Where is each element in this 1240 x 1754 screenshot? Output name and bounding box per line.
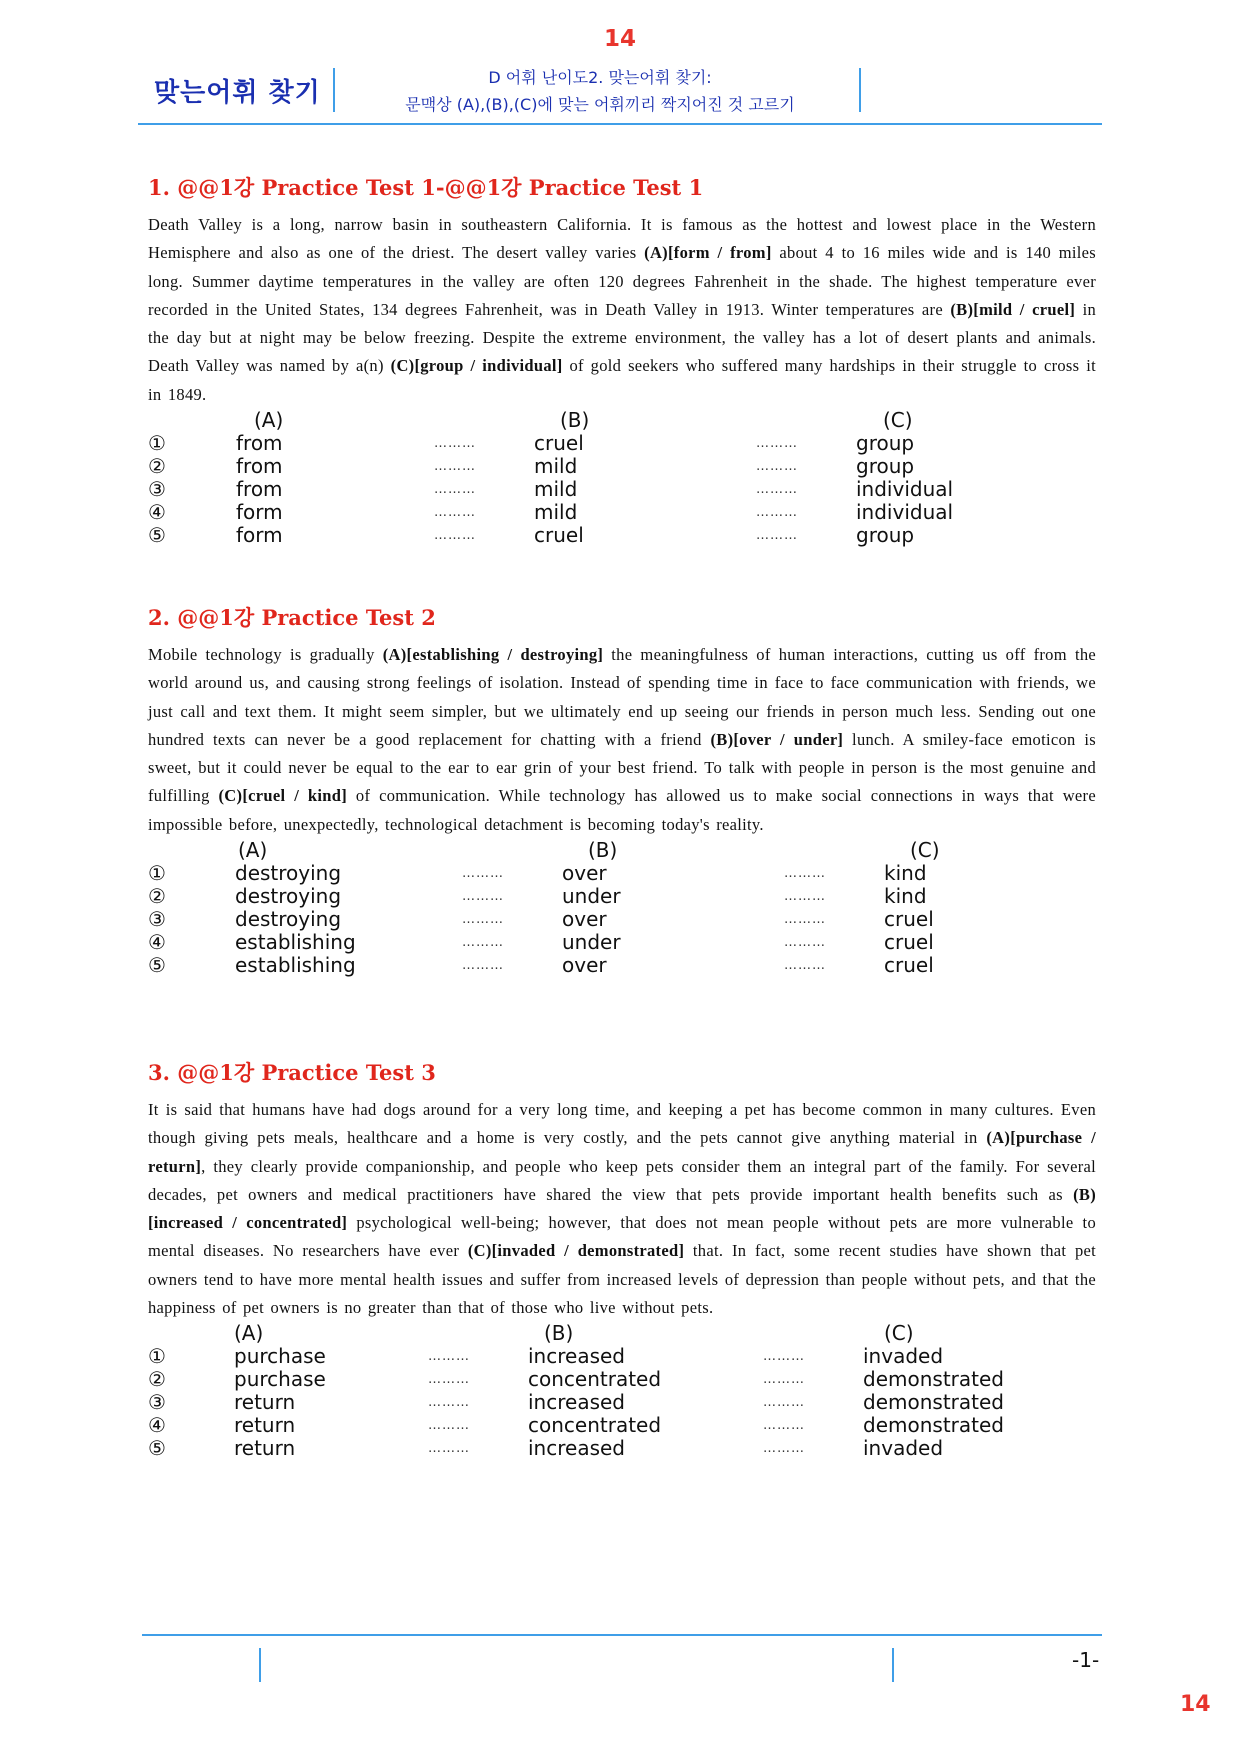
blank-choice: (A)[establishing / destroying]: [382, 645, 604, 664]
leader-dots: ………: [462, 912, 504, 928]
header-desc-line1: D 어휘 난이도2. 맞는어휘 찾기:: [488, 68, 712, 87]
choice-row[interactable]: [148, 931, 1096, 954]
passage-text: in the day but at night may be below freezing. Despite the extreme environment, the valley has a lot of desert plants and animals. Death Valley was named by a(n): [148, 299, 1096, 376]
leader-dots: ………: [784, 866, 826, 882]
choice-row[interactable]: [148, 524, 1096, 547]
choice-row[interactable]: [148, 478, 1096, 501]
question-3: [148, 1057, 1096, 1460]
choice-c: demonstrated: [863, 1390, 1004, 1415]
blank-choice: (B)[increased / concentrated]: [148, 1184, 1096, 1233]
choice-number: ④: [148, 1413, 166, 1438]
choice-row[interactable]: [148, 1345, 1096, 1368]
choice-number: ④: [148, 930, 166, 955]
leader-dots: ………: [763, 1349, 805, 1365]
answer-choices: [148, 839, 1096, 977]
column-header: (B): [560, 408, 590, 433]
choice-c: invaded: [863, 1436, 944, 1461]
passage-text: the meaningfulness of human interactions, cutting us off from the world around us, and causing strong feelings of isolation. Instead of spending time in face to face communication with friends, we just call and text them. It might seem simpler, but we ultimately end up seeing our friends in person much less. Sending out one hundred texts can never be a good replacement for chatting with a friend: [148, 645, 1097, 749]
choice-row[interactable]: [148, 1391, 1096, 1414]
choice-b: increased: [528, 1436, 625, 1461]
choice-a: return: [234, 1390, 296, 1415]
choice-b: mild: [534, 500, 578, 525]
choice-number: ③: [148, 907, 166, 932]
choice-b: concentrated: [528, 1413, 662, 1438]
choice-c: cruel: [884, 953, 934, 978]
choice-row[interactable]: [148, 501, 1096, 524]
passage-text: It is said that humans have had dogs around for a very long time, and keeping a pet has become common in many cultures. Even though giving pets meals, healthcare and a home is very costly, and the pets cannot give anything material in: [148, 1100, 1096, 1148]
leader-dots: ………: [763, 1441, 805, 1457]
choice-header-row: [148, 839, 1096, 862]
question-2: [148, 602, 1096, 977]
leader-dots: ………: [434, 482, 476, 498]
question-passage: [148, 1096, 1096, 1322]
passage-text: lunch. A smiley-face emoticon is sweet, but it could never be equal to the ear to ear grin of your best friend. To talk with people in person is the most genuine and fulfilling: [148, 729, 1097, 806]
leader-dots: ………: [434, 459, 476, 475]
choice-row[interactable]: [148, 908, 1096, 931]
passage-text: of communication. While technology has allowed us to make social connections in ways that were impossible before, unexpectedly, technological detachment is becoming today's reality.: [148, 786, 1096, 834]
footer-page-label: -1-: [1072, 1648, 1100, 1672]
choice-a: destroying: [235, 861, 342, 886]
leader-dots: ………: [756, 505, 798, 521]
column-header: (A): [238, 838, 268, 863]
choice-b: mild: [534, 477, 578, 502]
passage-text: , they clearly provide companionship, and people who keep pets consider them an integral part of the family. For several decades, pet owners and medical practitioners have shared the view that pets provide important health benefits such as: [148, 1156, 1096, 1204]
choice-header-row: [148, 1322, 1096, 1345]
choice-number: ②: [148, 454, 166, 479]
choice-number: ②: [148, 1367, 166, 1392]
leader-dots: ………: [763, 1372, 805, 1388]
blank-choice: (A)[form / from]: [644, 243, 772, 263]
leader-dots: ………: [428, 1418, 470, 1434]
passage-text: Death Valley is a long, narrow basin in southeastern California. It is famous as the hottest and lowest place in the Western Hemisphere and also as one of the driest. The desert valley varies: [148, 215, 1096, 263]
choice-row[interactable]: [148, 862, 1096, 885]
choice-c: demonstrated: [863, 1413, 1004, 1438]
choice-c: cruel: [884, 907, 934, 932]
choice-c: kind: [884, 884, 927, 909]
choice-a: from: [236, 477, 283, 502]
header-divider-right: [859, 68, 861, 112]
header-divider-left: [333, 68, 335, 112]
choice-b: over: [562, 861, 607, 886]
choice-row[interactable]: [148, 885, 1096, 908]
choice-a: establishing: [235, 930, 356, 955]
question-passage: [148, 211, 1096, 409]
choice-row[interactable]: [148, 1414, 1096, 1437]
choice-c: group: [856, 431, 915, 456]
blank-choice: (C)[group / individual]: [390, 356, 563, 376]
choice-number: ②: [148, 884, 166, 909]
choice-number: ④: [148, 500, 166, 525]
passage-text: that. In fact, some recent studies have shown that pet owners tend to have more mental health issues and suffer from increased levels of depression than people without pets, and that the happiness of pet owners is no greater than that of those who live without pets.: [148, 1241, 1097, 1318]
choice-b: mild: [534, 454, 578, 479]
question-title: 3. @@1강 Practice Test 3: [148, 1060, 436, 1085]
column-header: (C): [883, 408, 913, 433]
question-title: 1. @@1강 Practice Test 1-@@1강 Practice Test 1: [148, 175, 704, 200]
choice-a: establishing: [235, 953, 356, 978]
leader-dots: ………: [434, 528, 476, 544]
choice-number: ⑤: [148, 523, 166, 548]
column-header: (C): [910, 838, 940, 863]
choice-c: group: [856, 454, 915, 479]
leader-dots: ………: [784, 958, 826, 974]
choice-a: form: [236, 500, 283, 525]
leader-dots: ………: [763, 1395, 805, 1411]
leader-dots: ………: [756, 528, 798, 544]
choice-number: ③: [148, 1390, 166, 1415]
blank-choice: (A)[purchase / return]: [148, 1128, 1096, 1176]
choice-a: form: [236, 523, 283, 548]
choice-header-row: [148, 409, 1096, 432]
leader-dots: ………: [434, 505, 476, 521]
leader-dots: ………: [462, 889, 504, 905]
leader-dots: ………: [756, 436, 798, 452]
footer-divider-left: [259, 1648, 261, 1682]
leader-dots: ………: [462, 935, 504, 951]
leader-dots: ………: [784, 889, 826, 905]
choice-a: from: [236, 454, 283, 479]
blank-choice: (C)[cruel / kind]: [218, 786, 348, 806]
header-rule: [138, 123, 1102, 125]
passage-text: of gold seekers who suffered many hardships in their struggle to cross it in 1849.: [148, 356, 1096, 404]
choice-row[interactable]: [148, 432, 1096, 455]
column-header: (B): [588, 838, 618, 863]
leader-dots: ………: [428, 1441, 470, 1457]
column-header: (A): [234, 1321, 264, 1346]
choice-a: destroying: [235, 907, 342, 932]
leader-dots: ………: [784, 912, 826, 928]
choice-c: demonstrated: [863, 1367, 1004, 1392]
leader-dots: ………: [428, 1372, 470, 1388]
choice-number: ①: [148, 1344, 166, 1369]
passage-text: Mobile technology is gradually: [148, 645, 383, 664]
choice-c: individual: [856, 500, 954, 525]
header-description: [345, 64, 855, 118]
choice-number: ⑤: [148, 1436, 166, 1461]
leader-dots: ………: [428, 1349, 470, 1365]
choice-c: individual: [856, 477, 954, 502]
leader-dots: ………: [756, 482, 798, 498]
leader-dots: ………: [428, 1395, 470, 1411]
leader-dots: ………: [462, 866, 504, 882]
choice-c: kind: [884, 861, 927, 886]
footer-rule: [142, 1634, 1102, 1636]
choice-b: increased: [528, 1344, 625, 1369]
column-header: (A): [254, 408, 284, 433]
choice-row[interactable]: [148, 455, 1096, 478]
leader-dots: ………: [763, 1418, 805, 1434]
choice-a: purchase: [234, 1367, 326, 1392]
choice-c: cruel: [884, 930, 934, 955]
choice-c: group: [856, 523, 915, 548]
choice-number: ①: [148, 431, 166, 456]
question-1: [148, 172, 1096, 547]
leader-dots: ………: [434, 436, 476, 452]
choice-number: ⑤: [148, 953, 166, 978]
choice-b: over: [562, 953, 607, 978]
blank-choice: (C)[invaded / demonstrated]: [467, 1241, 685, 1261]
choice-c: invaded: [863, 1344, 944, 1369]
question-passage: [148, 641, 1096, 839]
choice-b: cruel: [534, 523, 584, 548]
choice-a: from: [236, 431, 283, 456]
corner-page-number: 14: [1180, 1692, 1211, 1717]
choice-b: under: [562, 884, 621, 909]
header-title: 맞는어휘 찾기: [154, 78, 321, 108]
choice-a: purchase: [234, 1344, 326, 1369]
choice-a: return: [234, 1436, 296, 1461]
answer-choices: [148, 409, 1096, 547]
choice-row[interactable]: [148, 954, 1096, 977]
choice-a: return: [234, 1413, 296, 1438]
page-number-top: 14: [603, 26, 636, 52]
choice-b: under: [562, 930, 621, 955]
leader-dots: ………: [784, 935, 826, 951]
passage-text: about 4 to 16 miles wide and is 140 miles long. Summer daytime temperatures in the valley are often 120 degrees Fahrenheit in the shade. The highest temperature ever recorded in the United States, 134 degrees Fahrenheit, was in Death Valley in 1913. Winter temperatures are: [148, 243, 1096, 319]
question-title: 2. @@1강 Practice Test 2: [148, 605, 436, 630]
choice-b: cruel: [534, 431, 584, 456]
column-header: (C): [884, 1321, 914, 1346]
choice-b: increased: [528, 1390, 625, 1415]
choice-b: over: [562, 907, 607, 932]
choice-row[interactable]: [148, 1368, 1096, 1391]
choice-number: ①: [148, 861, 166, 886]
choice-row[interactable]: [148, 1437, 1096, 1460]
header-desc-line2: 문맥상 (A),(B),(C)에 맞는 어휘끼리 짝지어진 것 고르기: [405, 95, 795, 114]
leader-dots: ………: [756, 459, 798, 475]
answer-choices: [148, 1322, 1096, 1460]
leader-dots: ………: [462, 958, 504, 974]
choice-number: ③: [148, 477, 166, 502]
footer-divider-right: [892, 1648, 894, 1682]
choice-b: concentrated: [528, 1367, 662, 1392]
passage-text: psychological well-being; however, that does not mean people without pets are more vulnerable to mental diseases. No researchers have ever: [148, 1213, 1096, 1261]
blank-choice: (B)[over / under]: [710, 729, 844, 749]
choice-a: destroying: [235, 884, 342, 909]
column-header: (B): [544, 1321, 574, 1346]
blank-choice: (B)[mild / cruel]: [950, 299, 1076, 319]
